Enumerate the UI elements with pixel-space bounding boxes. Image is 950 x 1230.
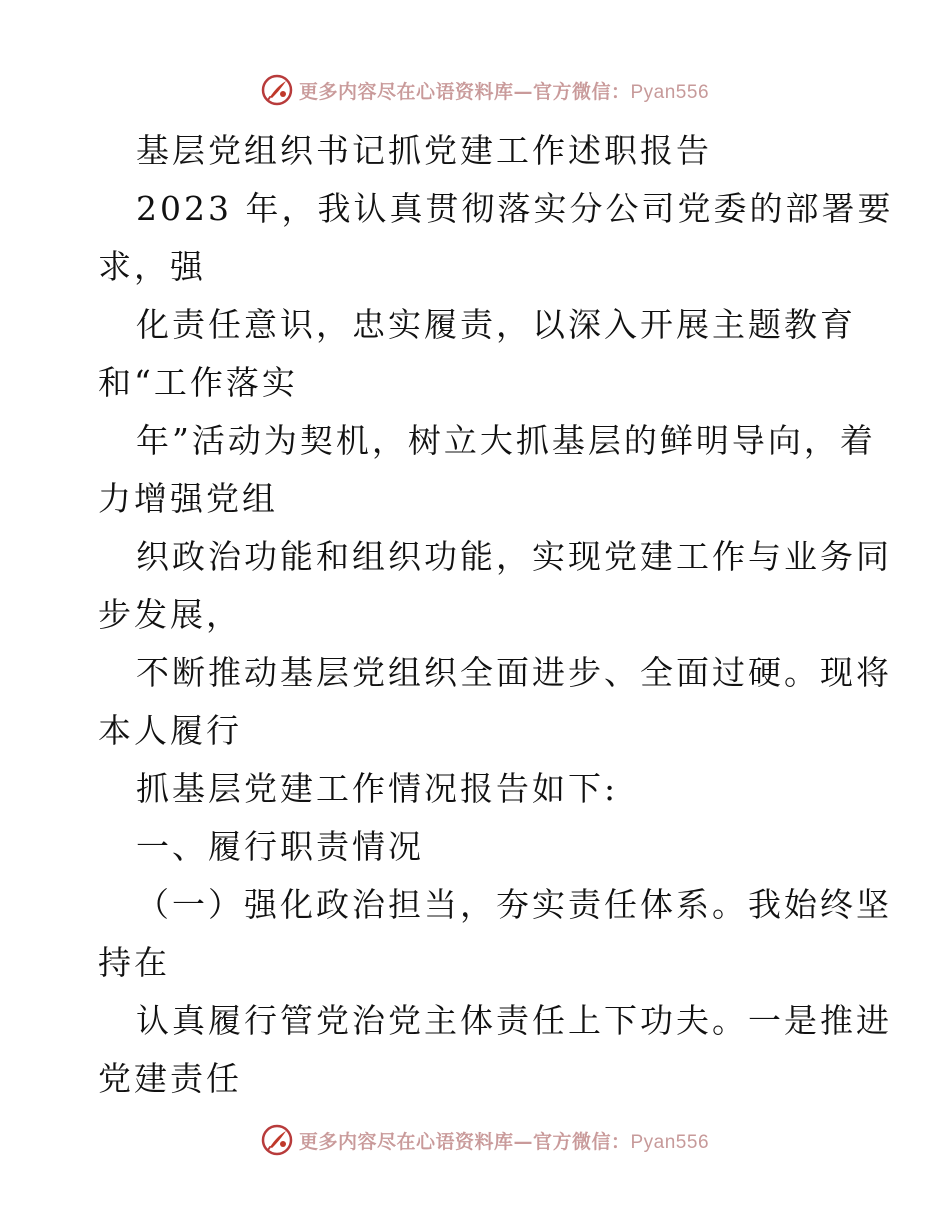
paragraph-line: 年”活动为契机，树立大抓基层的鲜明导向，着: [136, 421, 876, 460]
paragraph-line: 化责任意识，忠实履责，以深入开展主题教育: [136, 305, 856, 344]
wechat-id: Pyan556: [630, 81, 710, 103]
wechat-id: Pyan556: [630, 1131, 710, 1153]
paragraph-line: 不断推动基层党组织全面进步、全面过硬。现将: [136, 653, 892, 692]
paragraph-line: 持在: [98, 943, 170, 982]
document-body: [98, 122, 894, 1108]
watermark-text: 更多内容尽在心语资料库—官方微信：Pyan556: [298, 1130, 710, 1153]
paragraph-line: 织政治功能和组织功能，实现党建工作与业务同: [136, 537, 892, 576]
paragraph-line: 2023 年，我认真贯彻落实分公司党委的部署要: [136, 189, 894, 228]
paragraph-line: 抓基层党建工作情况报告如下:: [136, 769, 619, 808]
paragraph-line: （一）强化政治担当，夯实责任体系。我始终坚: [136, 885, 892, 924]
paragraph-line: 力增强党组: [98, 479, 278, 518]
paragraph-line: 步发展，: [98, 595, 242, 634]
red-quill-seal-icon: [261, 74, 293, 106]
red-quill-seal-icon: [261, 1124, 293, 1156]
paragraph-line: 求，强: [98, 247, 206, 286]
paragraph-line: 认真履行管党治党主体责任上下功夫。一是推进: [136, 1001, 892, 1040]
paragraph-line: 本人履行: [98, 711, 242, 750]
section-heading: 一、履行职责情况: [136, 827, 424, 866]
paragraph-line: 党建责任: [98, 1059, 242, 1098]
footer-watermark: [0, 1120, 950, 1160]
header-watermark: [0, 70, 950, 110]
paragraph-line: 和“工作落实: [98, 363, 298, 402]
document-title: 基层党组织书记抓党建工作述职报告: [136, 131, 712, 170]
watermark-text: 更多内容尽在心语资料库—官方微信：Pyan556: [298, 80, 710, 103]
